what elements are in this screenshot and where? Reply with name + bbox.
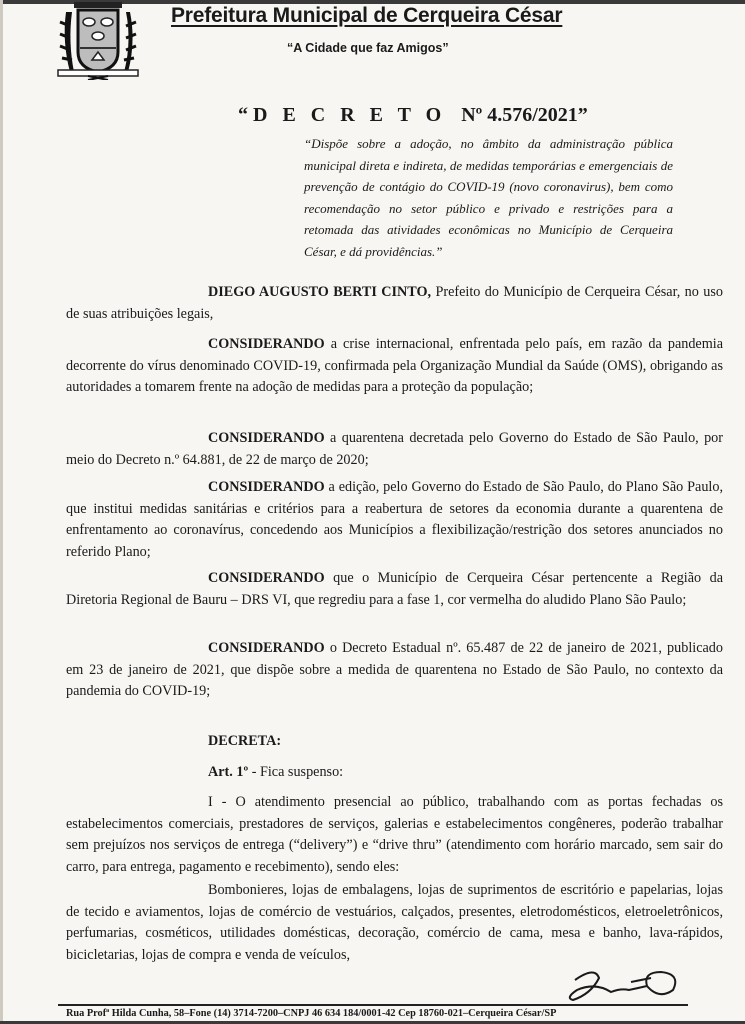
article-1-label: Art. 1º — [208, 764, 249, 780]
scan-left-edge — [0, 0, 3, 1024]
decree-title-word: “D E C R E T O — [238, 104, 447, 126]
coat-of-arms-icon — [52, 2, 144, 80]
decree-title — [238, 104, 588, 127]
considerando-paragraph — [66, 428, 723, 471]
considerando-text: o Decreto Estadual nº. 65.487 de 22 de janeiro de 2021, publicado em 23 de janeiro de 2021, que dispõe sobre a medida de quarentena no Estado de São Paulo, no contexto da pandemia do COVID-19; — [66, 640, 723, 699]
item-1-paragraph: I - O atendimento presencial ao público, trabalhando com as portas fechadas os estabelecimentos comerciais, prestadores de serviços, galerias e estabelecimentos congêneres, poderão trabalhar sem prejuízos nos serviços de entrega (“delivery”) e “drive thru” (atendimento com horário marcado, sem sair do carro, para entrega, pagamento e recebimento), sendo eles: — [66, 794, 723, 875]
slogan: “A Cidade que faz Amigos” — [287, 41, 449, 55]
mayor-name: DIEGO AUGUSTO BERTI CINTO, — [208, 284, 432, 300]
footer-address: Rua Profª Hilda Cunha, 58–Fone (14) 3714-7200–CNPJ 46 634 184/0001-42 Cep 18760-021–Cerqueira César/SP — [66, 1008, 557, 1019]
considerando-text: a quarentena decretada pelo Governo do Estado de São Paulo, por meio do Decreto n.º 64.881, de 22 de março de 2020; — [66, 430, 723, 468]
decreta-heading: DECRETA: — [208, 733, 282, 749]
considerando-label: CONSIDERANDO — [208, 640, 325, 656]
decree-title-number: Nº 4.576/2021” — [461, 104, 588, 126]
considerando-text: a edição, pelo Governo do Estado de São Paulo, do Plano São Paulo, que institui medidas sanitárias e critérios para a reabertura de setores da economia durante a quarentena de enfrentamento ao coronavírus, concedendo aos Municípios a flexibilização/restrição dos setores anunciados no referido Plano; — [66, 479, 723, 560]
article-1-text: - Fica suspenso: — [248, 764, 344, 780]
considerando-paragraph — [66, 568, 723, 611]
considerando-label: CONSIDERANDO — [208, 479, 325, 495]
preamble-paragraph — [66, 282, 723, 325]
footer-divider — [58, 1004, 688, 1006]
considerando-text: a crise internacional, enfrentada pelo país, em razão da pandemia decorrente do vírus denominado COVID-19, confirmada pela Organização Mundial da Saúde (OMS), obrigando as autoridades a tomarem frente na adoção de medidas para a proteção da população; — [66, 336, 723, 395]
signature-icon — [555, 960, 695, 1008]
mayor-text: Prefeito do Município de Cerqueira César, no uso de suas atribuições legais, — [66, 284, 723, 322]
considerando-paragraph — [66, 638, 723, 703]
establishments-list: Bombonieres, lojas de embalagens, lojas de suprimentos de escritório e papelarias, lojas de tecido e aviamentos, lojas de comércio de vestuários, calçados, presentes, eletrodomésticos, eletroeletrônicos, perfumarias, cosméticos, utilidades domésticas, decoração, comércio de cama, mesa e banho, lava-rápidos, bicicletarias, lojas de compra e venda de veículos, — [66, 882, 723, 963]
org-title: Prefeitura Municipal de Cerqueira César — [171, 4, 563, 27]
considerando-label: CONSIDERANDO — [208, 430, 325, 446]
considerando-paragraph — [66, 334, 723, 399]
considerando-paragraph — [66, 477, 723, 563]
considerando-label: CONSIDERANDO — [208, 570, 325, 586]
considerando-label: CONSIDERANDO — [208, 336, 325, 352]
decree-ementa: “Dispõe sobre a adoção, no âmbito da administração pública municipal direta e indireta, de medidas temporárias e emergenciais de prevenção de contágio do COVID-19 (novo coronavirus), bem como recomendação no setor público e privado e restrições para a retomada das atividades econômicas no Município de Cerqueira César, e dá providências.” — [304, 136, 673, 259]
considerando-text: que o Município de Cerqueira César pertencente a Região da Diretoria Regional de Bauru – DRS VI, que regrediu para a fase 1, cor vermelha do aludido Plano São Paulo; — [66, 570, 723, 608]
article-1 — [208, 764, 343, 781]
